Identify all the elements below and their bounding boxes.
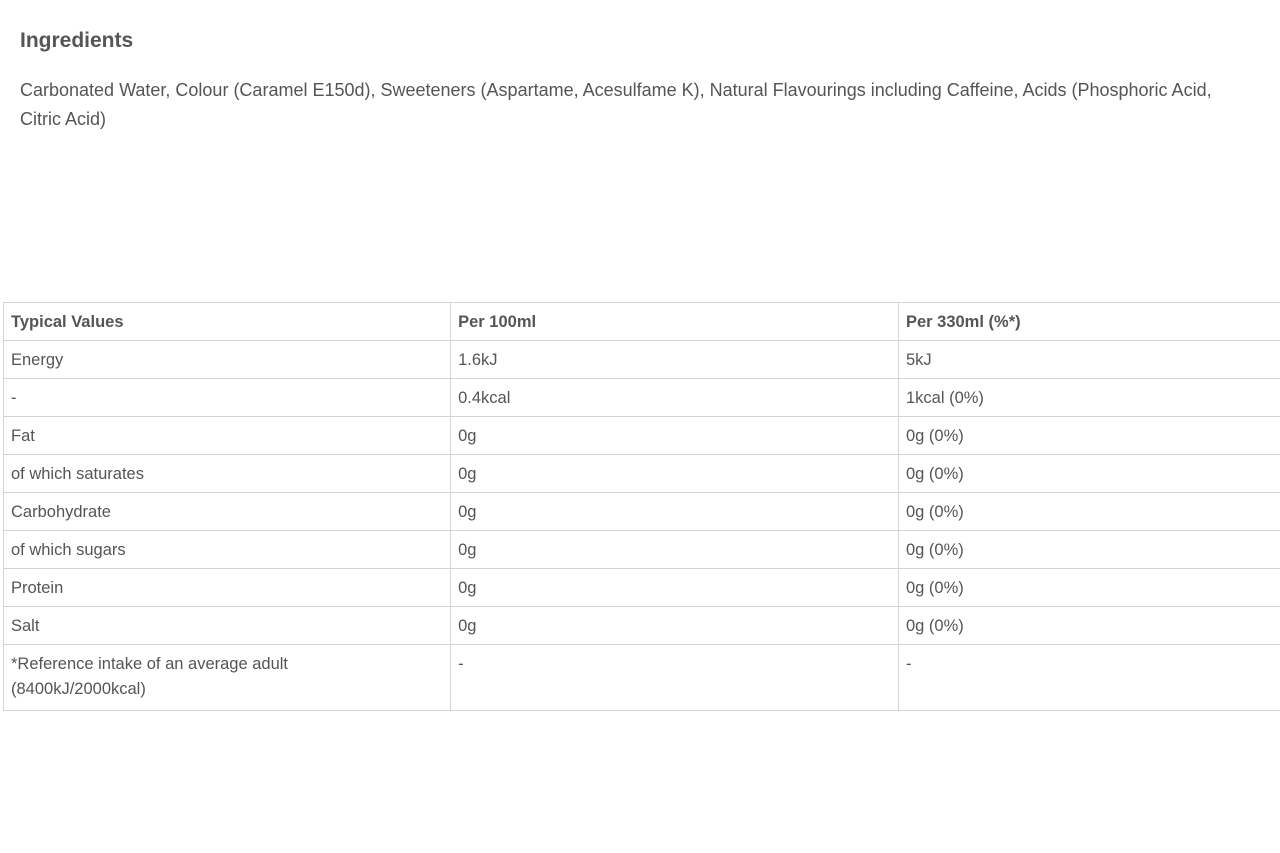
row-per-330ml: 1kcal (0%) — [898, 379, 1280, 417]
header-per-330ml: Per 330ml (%*) — [898, 303, 1280, 341]
header-typical-values: Typical Values — [4, 303, 451, 341]
row-label: Energy — [4, 341, 451, 379]
row-label: Salt — [4, 607, 451, 645]
row-per-330ml: 0g (0%) — [898, 607, 1280, 645]
reference-intake-line2: (8400kJ/2000kcal) — [11, 680, 146, 698]
row-per-330ml: 0g (0%) — [898, 569, 1280, 607]
row-label: Fat — [4, 417, 451, 455]
row-label: - — [4, 379, 451, 417]
row-per-100ml: 0g — [451, 569, 899, 607]
reference-intake-row — [4, 645, 1280, 711]
row-label: of which saturates — [4, 455, 451, 493]
row-per-100ml: 0.4kcal — [451, 379, 899, 417]
row-per-100ml: 0g — [451, 493, 899, 531]
row-label: Protein — [4, 569, 451, 607]
row-per-100ml: 0g — [451, 455, 899, 493]
row-per-330ml: 5kJ — [898, 341, 1280, 379]
reference-intake-note — [4, 645, 451, 711]
row-per-330ml: 0g (0%) — [898, 417, 1280, 455]
reference-intake-line1: *Reference intake of an average adult — [11, 655, 289, 673]
row-per-100ml: 1.6kJ — [451, 341, 899, 379]
table-row — [4, 531, 1280, 569]
table-row — [4, 607, 1280, 645]
ingredients-title: Ingredients — [20, 29, 134, 52]
table-row — [4, 417, 1280, 455]
row-per-100ml: 0g — [451, 607, 899, 645]
table-row — [4, 455, 1280, 493]
row-label: of which sugars — [4, 531, 451, 569]
row-per-330ml: 0g (0%) — [898, 531, 1280, 569]
row-per-330ml: 0g (0%) — [898, 493, 1280, 531]
row-label: Carbohydrate — [4, 493, 451, 531]
table-header-row — [4, 303, 1280, 341]
ingredients-text: Carbonated Water, Colour (Caramel E150d), Sweeteners (Aspartame, Acesulfame K), Natural Flavourings including Caffeine, Acids (Phosphoric Acid, Citric Acid) — [20, 80, 1212, 129]
table-row — [4, 493, 1280, 531]
table-row — [4, 569, 1280, 607]
reference-intake-per-100ml: - — [451, 645, 899, 711]
nutrition-table — [3, 302, 1280, 711]
row-per-330ml: 0g (0%) — [898, 455, 1280, 493]
row-per-100ml: 0g — [451, 531, 899, 569]
reference-intake-per-330ml: - — [898, 645, 1280, 711]
table-row — [4, 341, 1280, 379]
row-per-100ml: 0g — [451, 417, 899, 455]
header-per-100ml: Per 100ml — [451, 303, 899, 341]
table-row — [4, 379, 1280, 417]
ingredients-section — [20, 26, 1260, 134]
